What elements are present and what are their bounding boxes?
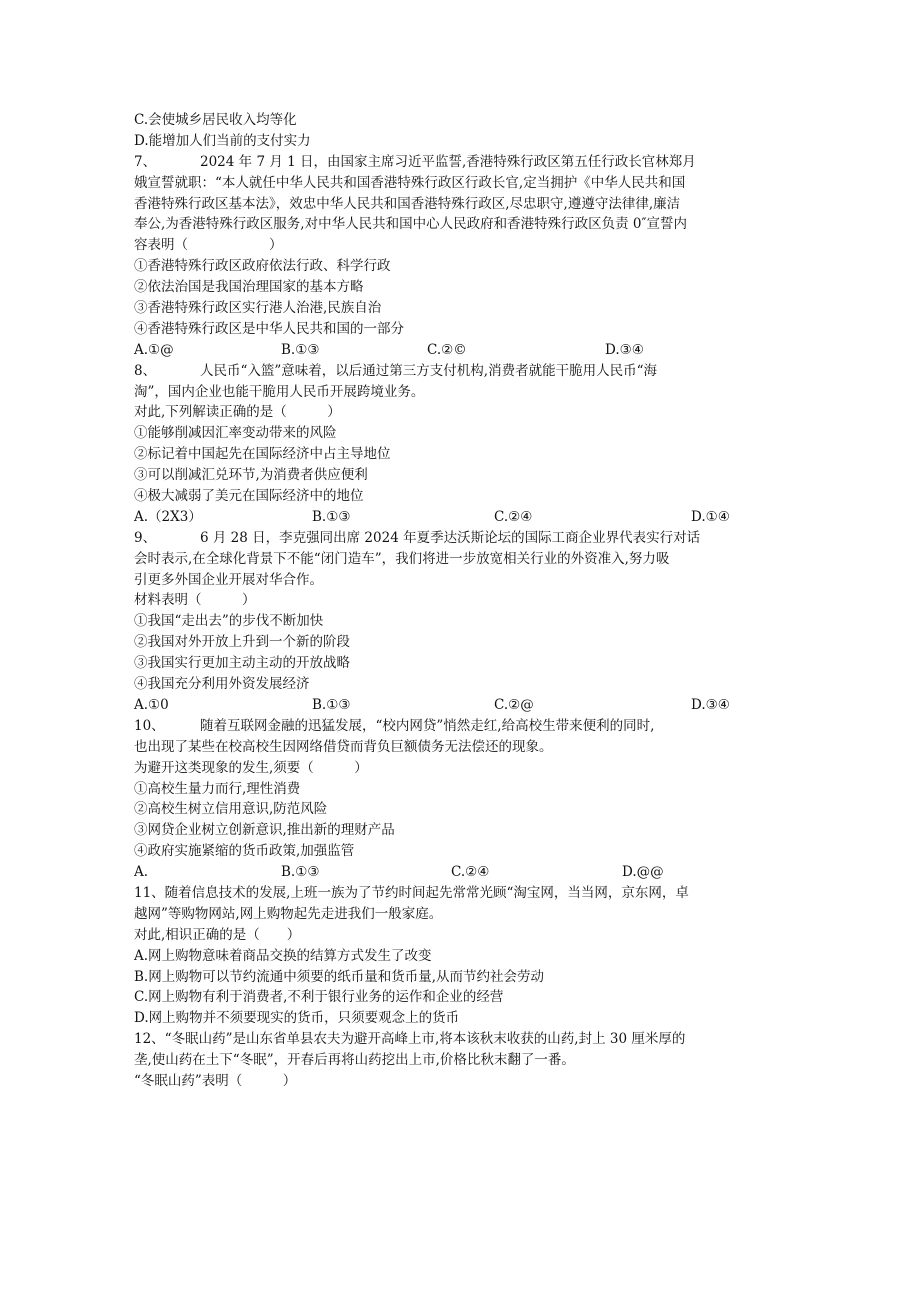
q10-option-d: D.@@: [622, 864, 664, 881]
q8-stem-line-2: 淘”，国内企业也能干脆用人民币开展跨境业务。: [134, 383, 425, 400]
q7-item-3: ③香港特殊行政区实行港人治港,民族自治: [134, 300, 382, 317]
q8-item-2: ②标记着中国起先在国际经济中占主导地位: [134, 446, 391, 463]
q7-item-4: ④香港特殊行政区是中华人民共和国的一部分: [134, 320, 404, 337]
q8-item-4: ④极大减弱了美元在国际经济中的地位: [134, 488, 364, 505]
q8-item-3: ③可以削减汇兑环节,为消费者供应便利: [134, 467, 368, 484]
q12-stem-line-1: 12、“冬眠山药”是山东省单县农夫为避开高峰上市,将本该秋末收获的山药,封上 30 厘米厚的: [134, 1031, 686, 1048]
q8-options: [134, 507, 784, 528]
q10-option-a: A.: [134, 864, 149, 881]
q7-option-b: B.①③: [281, 341, 320, 358]
q8-option-d: D.①④: [691, 508, 730, 525]
q8-item-1: ①能够削减因汇率变动带来的风险: [134, 425, 337, 442]
q10-item-2: ②高校生树立信用意识,防范风险: [134, 801, 328, 818]
q7-stem-line-2: 娥宣誓就职：“本人就任中华人民共和国香港特殊行政区行政长官,定当拥护《中华人民共和国: [134, 174, 686, 191]
q7-stem-line-1: 7、 2024 年 7 月 1 日，由国家主席习近平监誓,香港特殊行政区第五任行政长官林郑月: [134, 152, 784, 173]
q8-number: 8、: [134, 362, 157, 379]
document-body: [134, 110, 784, 1092]
q9-option-b: B.①③: [312, 696, 351, 713]
q12-stem-line-3: “冬眠山药”表明（ ）: [134, 1072, 297, 1089]
q8-option-a: A.（2X3）: [134, 508, 202, 525]
q10-option-b: B.①③: [281, 864, 320, 881]
q8-stem-line-3: 对此,下列解读正确的是（ ）: [134, 404, 341, 421]
q7-options: [134, 340, 784, 361]
q11-stem-line-2: 越网”等购物网站,网上购物起先走进我们一般家庭。: [134, 905, 443, 922]
q10-option-c: C.②④: [451, 864, 490, 881]
q8-option-b: B.①③: [312, 508, 351, 525]
q9-item-2: ②我国对外开放上升到一个新的阶段: [134, 634, 350, 651]
q11-choice-a: A.网上购物意味着商品交换的结算方式发生了改变: [134, 947, 432, 964]
q7-stem-line-3: 香港特殊行政区基本法》，效忠中华人民共和国香港特殊行政区,尽忠职守,遵遵守法律律,廉洁: [134, 195, 681, 212]
q10-options: [134, 862, 784, 883]
q9-stem-line-4: 材料表明（ ）: [134, 592, 256, 609]
q11-choice-b: B.网上购物可以节约流通中须要的纸币量和货币量,从而节约社会劳动: [134, 968, 545, 985]
q9-option-c: C.②@: [494, 696, 534, 713]
q11-choice-c: C.网上购物有利于消费者,不利于银行业务的运作和企业的经营: [134, 989, 504, 1006]
q10-stem-line-2: 也出现了某些在校高校生因网络借贷而背负巨额债务无法偿还的现象。: [134, 738, 553, 755]
q8-stem-line-1: 8、 人民币“入篮”意味着，以后通过第三方支付机构,消费者就能干脆用人民币“海: [134, 361, 784, 382]
q10-item-1: ①高校生量力而行,理性消费: [134, 780, 301, 797]
q9-stem-line-1: 9、 6 月 28 日，李克强同出席 2024 年夏季达沃斯论坛的国际工商企业界代表实行对话: [134, 528, 784, 549]
q11-choice-d: D.网上购物并不须要现实的货币，只须要观念上的货币: [134, 1010, 460, 1027]
q9-item-1: ①我国“走出去”的步伐不断加快: [134, 613, 324, 630]
q7-number: 7、: [134, 153, 157, 170]
q6-option-d: D.能增加人们当前的支付实力: [134, 132, 311, 149]
q6-option-c: C.会使城乡居民收入均等化: [134, 112, 297, 128]
q9-stem-line-2: 会时表示,在全球化背景下不能“闭门造车”，我们将进一步放宽相关行业的外资准入,努力吸: [134, 550, 670, 567]
q7-item-2: ②依法治国是我国治理国家的基本方略: [134, 279, 364, 296]
q9-stem-line-3: 引更多外国企业开展对华合作。: [134, 571, 323, 588]
q9-option-d: D.③④: [691, 696, 730, 713]
q9-options: [134, 695, 784, 716]
q9-option-a: A.①0: [134, 696, 169, 713]
q10-item-4: ④政府实施紧缩的货币政策,加强监管: [134, 843, 355, 860]
q11-stem-line-1: 11、随着信息技术的发展,上班一族为了节约时间起先常常光顾“淘宝网，当当网，京东网，卓: [134, 884, 689, 901]
q7-stem-line-4: 奉公,为香港特殊行政区服务,对中华人民共和国中心人民政府和香港特殊行政区负责 0″宣誓内: [134, 216, 688, 233]
q10-stem-line-3: 为避开这类现象的发生,须要（ ）: [134, 759, 368, 776]
q10-item-3: ③网贷企业树立创新意识,推出新的理财产品: [134, 822, 395, 839]
q8-option-c: C.②④: [494, 508, 533, 525]
q10-stem-line-1: 10、 随着互联网金融的迅猛发展，“校内网贷”悄然走红,给高校生带来便利的同时,: [134, 716, 784, 737]
q12-stem-line-2: 垄,使山药在土下“冬眠”，开春后再将山药挖出上市,价格比秋末翻了一番。: [134, 1052, 575, 1069]
q7-item-1: ①香港特殊行政区政府依法行政、科学行政: [134, 258, 391, 275]
q7-option-a: A.①@: [134, 341, 174, 358]
q7-option-c: C.②©: [427, 341, 467, 358]
q11-stem-line-3: 对此,相识正确的是（ ）: [134, 926, 301, 943]
q9-item-3: ③我国实行更加主动主动的开放战略: [134, 655, 350, 672]
q7-stem-line-5: 容表明（ ）: [134, 237, 283, 254]
q7-option-d: D.③④: [605, 341, 644, 358]
q9-number: 9、: [134, 529, 157, 546]
q9-item-4: ④我国充分利用外资发展经济: [134, 676, 310, 693]
q10-number: 10、: [134, 717, 165, 734]
